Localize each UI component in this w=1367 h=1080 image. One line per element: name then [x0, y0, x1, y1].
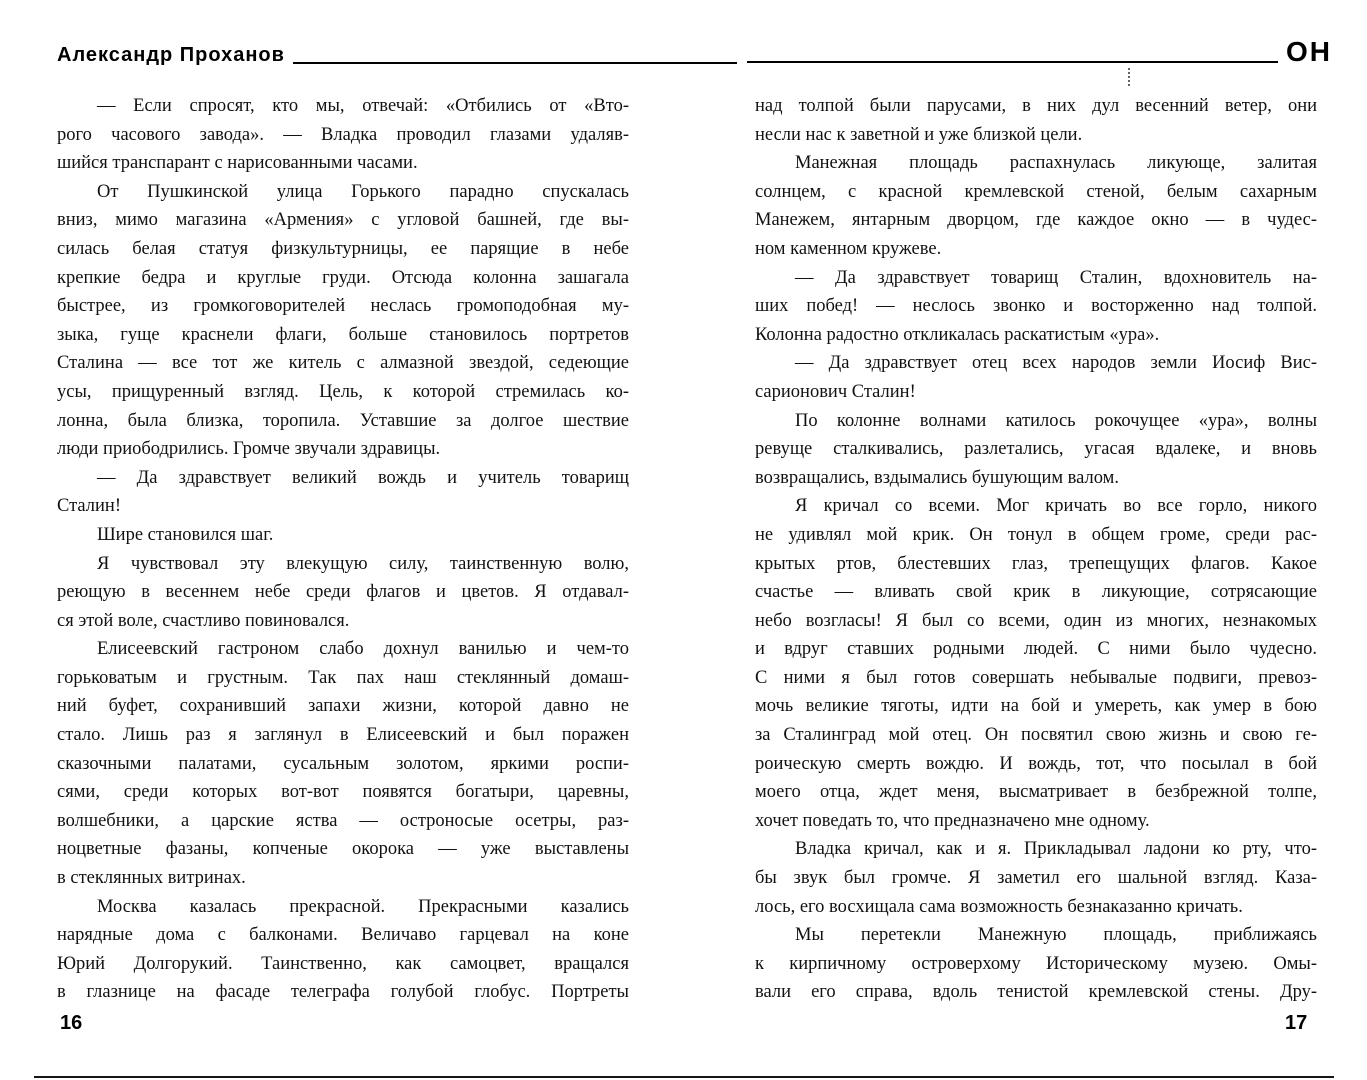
right-page-header — [747, 36, 1332, 68]
text-line: С ними я был готов совершать небывалые подвиги, превоз- — [755, 667, 1317, 688]
text-line: нарядные дома с балконами. Величаво гарцевал на коне — [57, 925, 629, 946]
text-line: рого часового завода». — Владка проводил глазами удаляв- — [57, 124, 629, 145]
text-line: Юрий Долгорукий. Таинственно, как самоцвет, вращался — [57, 953, 629, 974]
text-line: Шире становился шаг. — [97, 524, 274, 545]
text-line: зыка, гуще краснели флаги, больше становилось портретов — [57, 324, 629, 345]
text-line: и вдруг ставших родными людей. С ними было чудесно. — [755, 639, 1317, 660]
text-line: возвращались, вздымались бушующим валом. — [755, 467, 1120, 488]
text-line: крытых ртов, блестевших глаз, трепещущих флагов. Какое — [755, 553, 1317, 574]
scan-artifact-dots — [1128, 68, 1130, 86]
text-line: солнцем, с красной кремлевской стеной, белым сахарным — [755, 181, 1317, 202]
text-line: усы, прищуренный взгляд. Цель, к которой стремилась ко- — [57, 381, 629, 402]
text-line: стало. Лишь раз я заглянул в Елисеевский и был поражен — [57, 725, 629, 746]
text-line: люди приободрились. Громче звучали здравицы. — [57, 439, 441, 460]
text-line: бы звук был громче. Я заметил его шальной взгляд. Каза- — [755, 868, 1317, 889]
text-line: Я чувствовал эту влекущую силу, таинственную волю, — [97, 553, 629, 574]
author-name: Александр Проханов — [57, 44, 285, 66]
text-line: небо возгласы! Я был со всеми, один из многих, незнакомых — [755, 610, 1317, 631]
text-line: над толпой были парусами, в них дул весенний ветер, они — [755, 96, 1317, 116]
text-line: ний буфет, сохранивший запахи жизни, которой давно не — [57, 696, 629, 717]
text-line: в глазнице на фасаде телеграфа голубой глобус. Портреты — [57, 982, 629, 1003]
page-number-right: 17 — [1285, 1012, 1308, 1034]
text-line: к кирпичному островерхому Историческому музею. Омы- — [755, 953, 1317, 974]
text-line: — Да здравствует товарищ Сталин, вдохновитель на- — [795, 267, 1317, 288]
text-line: несли нас к заветной и уже близкой цели. — [755, 124, 1083, 145]
text-line: вали его справа, вдоль тенистой кремлевской стены. Дру- — [755, 982, 1317, 1003]
left-page-header — [57, 44, 737, 67]
text-line: — Да здравствует великий вождь и учитель товарищ — [97, 467, 629, 488]
text-line: не удивлял мой крик. Он тонул в общем громе, среди рас- — [755, 524, 1317, 545]
text-line: шийся транспарант с нарисованными часами. — [57, 153, 418, 174]
text-line: Елисеевский гастроном слабо дохнул ванилью и чем-то — [97, 639, 629, 660]
text-line: роическую смерть вождю. И вождь, тот, что посылал в бой — [755, 753, 1317, 774]
text-line: ревуще сталкивались, разлетались, угасая вдалеке, и вновь — [755, 439, 1317, 460]
text-line: Москва казалась прекрасной. Прекрасными казались — [97, 896, 629, 917]
text-line: Манежная площадь распахнулась ликующе, залитая — [795, 153, 1317, 174]
right-page-text — [755, 92, 1317, 1007]
text-line: в стеклянных витринах. — [57, 868, 246, 889]
text-line: горьковатым и грустным. Так пах наш стеклянный домаш- — [57, 667, 629, 688]
text-line: Владка кричал, как и я. Прикладывал ладони ко рту, что- — [795, 839, 1317, 860]
text-line: Манежем, янтарным дворцом, где каждое окно — в чудес- — [755, 210, 1317, 231]
text-line: за Сталинград мой отец. Он посвятил свою жизнь и свою ге- — [755, 725, 1317, 746]
page-number-left: 16 — [60, 1012, 83, 1034]
text-line: сями, среди которых вот-вот появятся богатыри, царевны, — [57, 782, 629, 803]
text-line: лонна, была близка, торопила. Уставшие за долгое шествие — [57, 410, 629, 431]
text-line: мочь великие тяготы, идти на бой и умереть, как умер в бою — [755, 696, 1317, 717]
header-rule — [747, 61, 1278, 63]
text-line: ся этой воле, счастливо повиновался. — [57, 610, 350, 631]
text-line: сказочными палатами, сусальным золотом, яркими роспи- — [57, 753, 629, 774]
text-line: — Да здравствует отец всех народов земли Иосиф Вис- — [795, 353, 1317, 374]
text-line: По колонне волнами катилось рокочущее «ура», волны — [795, 410, 1317, 431]
text-line: Я кричал со всеми. Мог кричать во все горло, никого — [795, 496, 1317, 517]
text-line: Сталин! — [57, 496, 121, 517]
text-line: ном каменном кружеве. — [755, 238, 942, 259]
header-rule — [293, 62, 737, 64]
text-line: лось, его восхищала сама возможность безнаказанно кричать. — [755, 896, 1243, 917]
text-line: моего отца, ждет меня, высматривает в безбрежной толпе, — [755, 782, 1317, 803]
left-page-text — [57, 92, 629, 1007]
text-line: ноцветные фазаны, копченые окорока — уже выставлены — [57, 839, 629, 860]
text-line: силась белая статуя физкультурницы, ее парящие в небе — [57, 238, 629, 259]
text-line: хочет поведать то, что предназначено мне одному. — [755, 810, 1150, 831]
text-line: ших побед! — неслось звонко и восторженно над толпой. — [755, 296, 1317, 317]
text-line: сарионович Сталин! — [755, 381, 916, 402]
text-line: вниз, мимо магазина «Армения» с угловой башней, где вы- — [57, 210, 629, 231]
book-title: ОН — [1286, 36, 1332, 67]
text-line: Колонна радостно откликалась раскатистым «ура». — [755, 324, 1160, 345]
text-line: быстрее, из громкоговорителей неслась громоподобная му- — [57, 296, 629, 317]
text-line: От Пушкинской улица Горького парадно спускалась — [97, 181, 629, 202]
text-line: — Если спросят, кто мы, отвечай: «Отбились от «Вто- — [97, 96, 629, 116]
text-line: счастье — вливать свой крик в ликующие, сотрясающие — [755, 582, 1317, 603]
text-line: Сталина — все тот же китель с алмазной звездой, седеющие — [57, 353, 629, 374]
text-line: Мы перетекли Манежную площадь, приближаясь — [795, 925, 1317, 946]
scan-edge-line — [34, 1076, 1334, 1079]
text-line: волшебники, а царские яства — остроносые осетры, раз- — [57, 810, 629, 831]
text-line: реющую в весеннем небе среди флагов и цветов. Я отдавал- — [57, 582, 629, 603]
text-line: крепкие бедра и круглые груди. Отсюда колонна зашагала — [57, 267, 629, 288]
